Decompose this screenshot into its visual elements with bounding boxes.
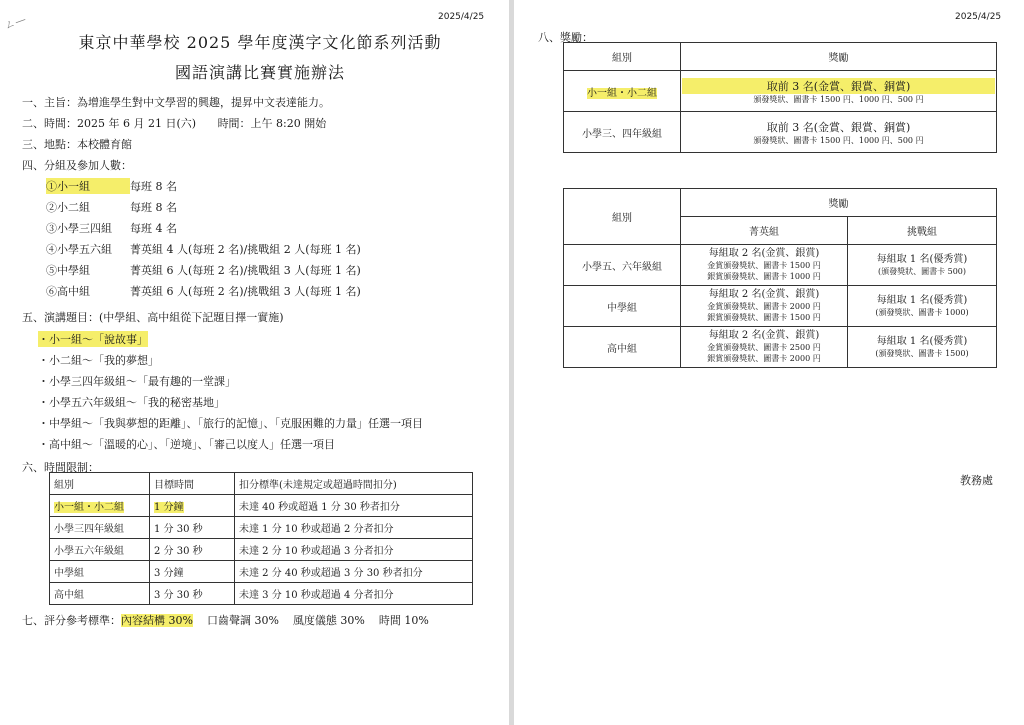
criteria-item-2: 口齒聲調 30% [206,614,279,627]
table-cell-text: 高中組 [54,590,84,601]
time-limit-header: 扣分標準(未達規定或超過時間扣分) [235,473,473,495]
document-page-right [514,0,1024,725]
office-signature: 教務處 [960,474,993,487]
topic-item: ・小二組～「我的夢想」 [38,354,159,367]
award-elite-line: 每組取 2 名(金賞、銀賞) [708,289,820,300]
award-challenge-line: (頒發獎狀、圖書卡 1000) [875,308,969,317]
document-title: 東京中華學校 2025 學年度漢字文化節系列活動 [78,33,442,52]
time-limit-title: 六、時間限制： [22,461,99,474]
awards-table-upper-header-elite: 菁英組 [681,217,848,245]
awards-table-lower [563,42,997,153]
table-row [50,495,473,517]
award-elite-line: 每組取 2 名(金賞、銀賞) [708,248,820,259]
topic-item: ・小一組～「說故事」 [38,333,148,346]
table-cell [150,561,235,583]
criteria-line [22,612,429,628]
table-cell [150,539,235,561]
table-cell [150,583,235,605]
table-cell [235,561,473,583]
award-elite-line: 每組取 2 名(金賞、銀賞) [708,330,820,341]
award-elite-line: 銀賞頒發獎狀、圖書卡 2000 円 [707,354,821,363]
award-elite-line: 金賞頒發獎狀、圖書卡 2000 円 [707,302,821,311]
table-cell [150,517,235,539]
awards-table-lower-header-group: 組別 [564,43,681,71]
table-row [564,286,997,327]
time-limit-table [49,472,473,605]
awards-table-lower-header-award: 獎勵 [681,43,997,71]
criteria-label: 七、評分參考標準： [22,614,121,627]
award-elite-cell [681,286,848,327]
time-start: 時間：上午 8:20 開始 [217,117,327,130]
topic-item: ・高中組～「溫暖的心」、「逆境」、「審己以度人」任選一項目 [38,438,335,451]
group-name: ⑤中學組 [46,264,90,277]
award-group: 小學五、六年級組 [564,245,681,286]
time-line [22,115,326,131]
group-name: ②小二組 [46,201,90,214]
criteria-item-3: 風度儀態 30% [292,614,365,627]
award-elite-line: 金賞頒發獎狀、圖書卡 2500 円 [707,343,821,352]
table-cell-text: 未達 1 分 10 秒或超過 2 分者扣分 [239,524,394,535]
group-item [46,178,177,194]
table-cell [50,495,150,517]
group-item [46,262,361,278]
award-elite-line: 金賞頒發獎狀、圖書卡 1500 円 [707,261,821,270]
table-cell-text: 未達 2 分 40 秒或超過 3 分 30 秒者扣分 [239,568,423,579]
award-elite-line: 銀賞頒發獎狀、圖書卡 1000 円 [707,272,821,281]
purpose-line: 一、主旨：為增進學生對中文學習的興趣，提昇中文表達能力。 [22,96,330,109]
place-line: 三、地點：本校體育館 [22,138,132,151]
awards-table-upper-header-award: 獎勵 [681,189,997,217]
award-main: 取前 3 名(金賞、銀賞、銅賞) [766,120,911,134]
table-cell [50,517,150,539]
margin-mark: ㄥ— [2,12,28,33]
criteria-item-1: 內容結構 30% [121,614,193,627]
group-count: 菁英組 6 人(每班 2 名)/挑戰組 3 人(每班 1 名) [130,285,361,298]
date-right: 2025/4/25 [955,12,1002,22]
group-item [46,241,361,257]
award-group: 小學三、四年級組 [582,128,662,140]
table-cell-text: 3 分 30 秒 [154,590,203,601]
group-item [46,199,177,215]
table-cell [50,539,150,561]
awards-table-upper-header-group: 組別 [564,189,681,245]
award-cell [681,112,997,153]
topic-item: ・小學三四年級組～「最有趣的一堂課」 [38,375,236,388]
topic-item: ・小學五六年級組～「我的秘密基地」 [38,396,225,409]
award-cell [681,71,997,112]
award-challenge-line: 每組取 1 名(優秀賞) [876,336,968,347]
table-row [50,539,473,561]
table-cell [50,583,150,605]
topics-title: 五、演講題目：(中學組、高中組從下記題目擇一實施) [22,311,284,324]
table-row [564,327,997,368]
group-count: 菁英組 6 人(每班 2 名)/挑戰組 3 人(每班 1 名) [130,264,361,277]
award-group-cell [564,112,681,153]
table-row [564,245,997,286]
group-count: 菁英組 4 人(每班 2 名)/挑戰組 2 人(每班 1 名) [130,243,361,256]
date-left: 2025/4/25 [438,12,485,22]
table-row [50,517,473,539]
time-limit-header: 目標時間 [150,473,235,495]
award-group: 小一組・小二組 [587,87,657,99]
awards-table-upper [563,188,997,368]
table-row [50,583,473,605]
table-cell-text: 1 分鐘 [154,502,184,513]
group-item [46,220,177,236]
table-cell [150,495,235,517]
group-count: 每班 8 名 [130,180,177,193]
award-challenge-line: (頒發獎狀、圖書卡 1500) [875,349,969,358]
award-challenge-cell [848,245,997,286]
table-cell [50,561,150,583]
table-cell [235,517,473,539]
group-item [46,283,361,299]
table-cell-text: 未達 2 分 10 秒或超過 3 分者扣分 [239,546,394,557]
award-challenge-cell [848,286,997,327]
table-cell [235,539,473,561]
table-cell-text: 3 分鐘 [154,568,184,579]
groups-title: 四、分組及參加人數： [22,159,132,172]
group-count: 每班 8 名 [130,201,177,214]
award-group: 高中組 [564,327,681,368]
award-challenge-line: (頒發獎狀、圖書卡 500) [877,267,967,276]
criteria-item-4: 時間 10% [378,614,429,627]
award-group-cell [564,71,681,112]
award-elite-cell [681,245,848,286]
award-group: 中學組 [564,286,681,327]
award-challenge-cell [848,327,997,368]
award-elite-cell [681,327,848,368]
table-cell [235,495,473,517]
document-page-left [0,0,509,725]
time-limit-header: 組別 [50,473,150,495]
table-row [564,112,997,153]
table-row [564,71,997,112]
award-challenge-line: 每組取 1 名(優秀賞) [876,295,968,306]
award-main: 取前 3 名(金賞、銀賞、銅賞) [682,78,995,94]
document-subtitle: 國語演講比賽實施辦法 [174,63,345,82]
award-elite-line: 銀賞頒發獎狀、圖書卡 1500 円 [707,313,821,322]
awards-title: 八、獎勵： [538,31,593,44]
table-row [50,561,473,583]
time-date: 二、時間：2025 年 6 月 21 日(六) [22,117,197,130]
award-sub: 頒發獎狀、圖書卡 1500 円、1000 円、500 円 [753,135,924,145]
table-cell [235,583,473,605]
award-sub: 頒發獎狀、圖書卡 1500 円、1000 円、500 円 [753,94,924,104]
awards-table-upper-header-challenge: 挑戰組 [848,217,997,245]
table-cell-text: 未達 40 秒或超過 1 分 30 秒者扣分 [239,502,400,513]
table-cell-text: 小學五六年級組 [54,546,124,557]
table-cell-text: 中學組 [54,568,84,579]
award-challenge-line: 每組取 1 名(優秀賞) [876,254,968,265]
table-cell-text: 小學三四年級組 [54,524,124,535]
group-count: 每班 4 名 [130,222,177,235]
group-name: ③小學三四組 [46,222,112,235]
table-cell-text: 未達 3 分 10 秒或超過 4 分者扣分 [239,590,394,601]
table-cell-text: 1 分 30 秒 [154,524,203,535]
table-cell-text: 2 分 30 秒 [154,546,203,557]
group-name: ⑥高中組 [46,285,90,298]
group-name: ①小一組 [46,178,130,194]
group-name: ④小學五六組 [46,243,112,256]
table-cell-text: 小一組・小二組 [54,502,124,513]
topic-item: ・中學組～「我與夢想的距離」、「旅行的記憶」、「克服困難的力量」任選一項目 [38,417,423,430]
